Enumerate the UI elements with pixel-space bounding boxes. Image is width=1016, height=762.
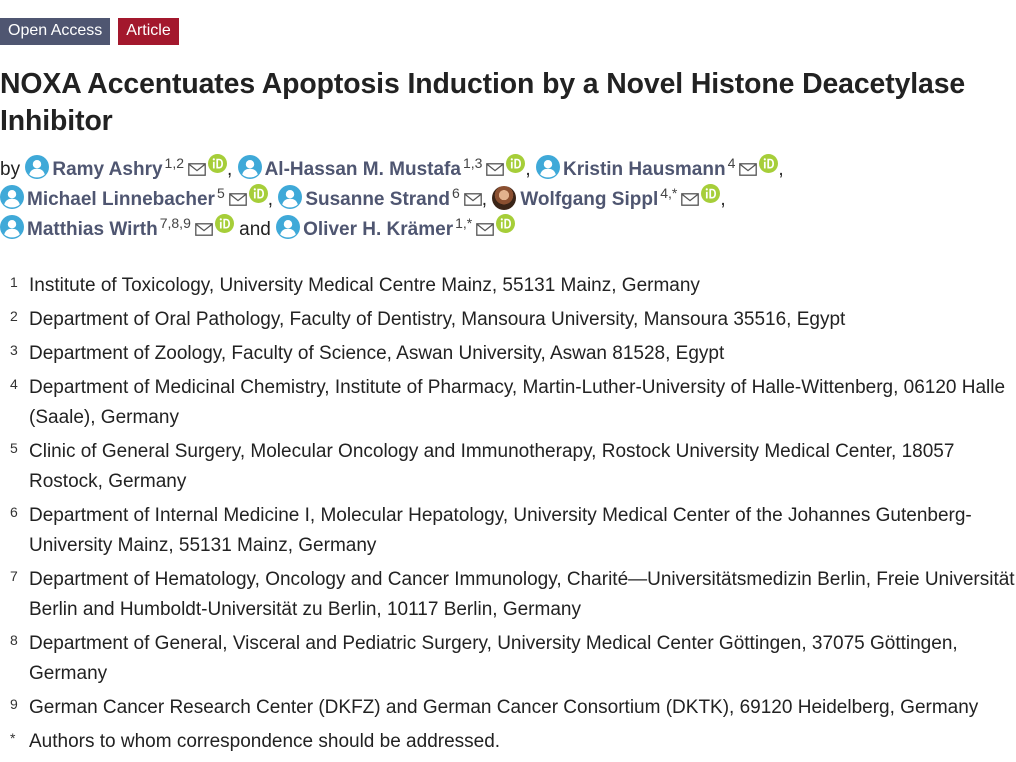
author-affiliation-sup[interactable]: 1,2 [164, 155, 185, 171]
author-separator: , [778, 159, 784, 180]
affiliation-number: 8 [10, 632, 18, 648]
byline-by: by [0, 159, 21, 180]
affiliation-item [0, 437, 1016, 497]
affiliation-text: Authors to whom correspondence should be addressed. [29, 731, 501, 752]
author-name[interactable]: Oliver H. Krämer [303, 219, 454, 240]
author-affiliation-sup[interactable]: 5 [216, 185, 225, 201]
affiliation-item [0, 339, 1016, 369]
orcid-icon[interactable] [208, 154, 227, 173]
author-photo-icon[interactable] [492, 186, 516, 210]
author-name[interactable]: Matthias Wirth [27, 219, 158, 240]
author-affiliation-sup[interactable]: 4,* [660, 185, 678, 201]
author-name[interactable]: Al-Hassan M. Mustafa [264, 159, 461, 180]
author-line [0, 184, 1016, 214]
author-list [0, 154, 1016, 244]
author-affiliation-sup[interactable]: 1,* [455, 215, 473, 231]
author-affiliation-sup[interactable]: 4 [727, 155, 736, 171]
mail-icon[interactable] [195, 223, 213, 236]
affiliation-item [0, 565, 1016, 625]
orcid-icon[interactable] [506, 154, 525, 173]
affiliation-item [0, 373, 1016, 433]
person-icon[interactable] [0, 215, 24, 239]
affiliation-text: Institute of Toxicology, University Medical Centre Mainz, 55131 Mainz, Germany [29, 275, 700, 296]
author-line [0, 154, 1016, 184]
author-affiliation-sup[interactable]: 1,3 [462, 155, 483, 171]
author-separator: , [481, 189, 488, 210]
affiliation-item [0, 501, 1016, 561]
affiliation-item [0, 305, 1016, 335]
affiliation-item [0, 693, 1016, 723]
author-name[interactable]: Michael Linnebacher [27, 189, 215, 210]
author-separator: , [227, 159, 233, 180]
article-type-badge: Article [118, 18, 178, 45]
mail-icon[interactable] [464, 193, 482, 206]
affiliation-item [0, 629, 1016, 689]
affiliation-number: 6 [10, 504, 18, 520]
affiliation-list [0, 271, 1016, 761]
affiliation-number: 1 [10, 274, 18, 290]
author-separator: , [525, 159, 531, 180]
author-affiliation-sup[interactable]: 7,8,9 [159, 215, 191, 231]
author-separator: , [720, 189, 726, 210]
mail-icon[interactable] [188, 163, 206, 176]
author-al-hassan-m-mustafa [238, 155, 526, 180]
orcid-icon[interactable] [701, 184, 720, 203]
author-name[interactable]: Susanne Strand [305, 189, 450, 210]
person-icon[interactable] [278, 185, 302, 209]
author-affiliation-sup[interactable]: 6 [451, 185, 460, 201]
affiliation-number: 7 [10, 568, 18, 584]
person-icon[interactable] [238, 155, 262, 179]
orcid-icon[interactable] [215, 214, 234, 233]
affiliation-number: 9 [10, 696, 18, 712]
affiliation-text: Department of General, Visceral and Pediatric Surgery, University Medical Center Göttingen, 37075 Göttingen, Germany [29, 633, 958, 684]
author-name[interactable]: Wolfgang Sippl [520, 189, 659, 210]
affiliation-text: Department of Internal Medicine I, Molecular Hepatology, University Medical Center of the Johannes Gutenberg-University Mainz, 55131 Mainz, Germany [29, 505, 972, 556]
affiliation-text: Department of Medicinal Chemistry, Institute of Pharmacy, Martin-Luther-University of Halle-Wittenberg, 06120 Halle (Saale), Germany [29, 377, 1006, 428]
affiliation-item [0, 727, 1016, 757]
orcid-icon[interactable] [496, 214, 515, 233]
byline-and: and [239, 219, 271, 240]
affiliation-text: Clinic of General Surgery, Molecular Oncology and Immunotherapy, Rostock University Medical Center, 18057 Rostock, Germany [29, 441, 955, 492]
affiliation-item [0, 271, 1016, 301]
author-michael-linnebacher [0, 185, 268, 210]
open-access-badge[interactable]: Open Access [0, 18, 110, 45]
article-title: NOXA Accentuates Apoptosis Induction by a Novel Histone Deacetylase Inhibitor [0, 68, 966, 137]
affiliation-number: 3 [10, 342, 18, 358]
person-icon[interactable] [276, 215, 300, 239]
person-icon[interactable] [0, 185, 24, 209]
affiliation-text: Department of Oral Pathology, Faculty of Dentistry, Mansoura University, Mansoura 35516, Egypt [29, 309, 846, 330]
mail-icon[interactable] [739, 163, 757, 176]
author-line [0, 214, 1016, 244]
author-wolfgang-sippl [492, 185, 720, 210]
affiliation-number: 4 [10, 376, 18, 392]
orcid-icon[interactable] [759, 154, 778, 173]
author-name[interactable]: Ramy Ashry [52, 159, 163, 180]
affiliation-number: 5 [10, 440, 18, 456]
affiliation-text: Department of Zoology, Faculty of Science, Aswan University, Aswan 81528, Egypt [29, 343, 725, 364]
mail-icon[interactable] [476, 223, 494, 236]
person-icon[interactable] [536, 155, 560, 179]
mail-icon[interactable] [681, 193, 699, 206]
affiliation-number: 2 [10, 308, 18, 324]
author-susanne-strand [278, 185, 481, 210]
affiliation-text: Department of Hematology, Oncology and Cancer Immunology, Charité—Universitätsmedizin Berlin, Freie Universität Berlin and Humboldt-Universität zu Berlin, 10117 Berlin, Germany [29, 569, 1015, 620]
author-oliver-h-kramer [276, 215, 515, 240]
author-matthias-wirth [0, 215, 234, 240]
author-name[interactable]: Kristin Hausmann [562, 159, 726, 180]
mail-icon[interactable] [229, 193, 247, 206]
author-separator: , [267, 189, 274, 210]
person-icon[interactable] [25, 155, 49, 179]
badge-row [0, 18, 179, 45]
author-ramy-ashry [25, 155, 227, 180]
author-kristin-hausmann [536, 155, 778, 180]
orcid-icon[interactable] [249, 184, 268, 203]
mail-icon[interactable] [486, 163, 504, 176]
affiliation-text: German Cancer Research Center (DKFZ) and German Cancer Consortium (DKTK), 69120 Heidelberg, Germany [29, 697, 979, 718]
affiliation-number: * [10, 730, 16, 746]
